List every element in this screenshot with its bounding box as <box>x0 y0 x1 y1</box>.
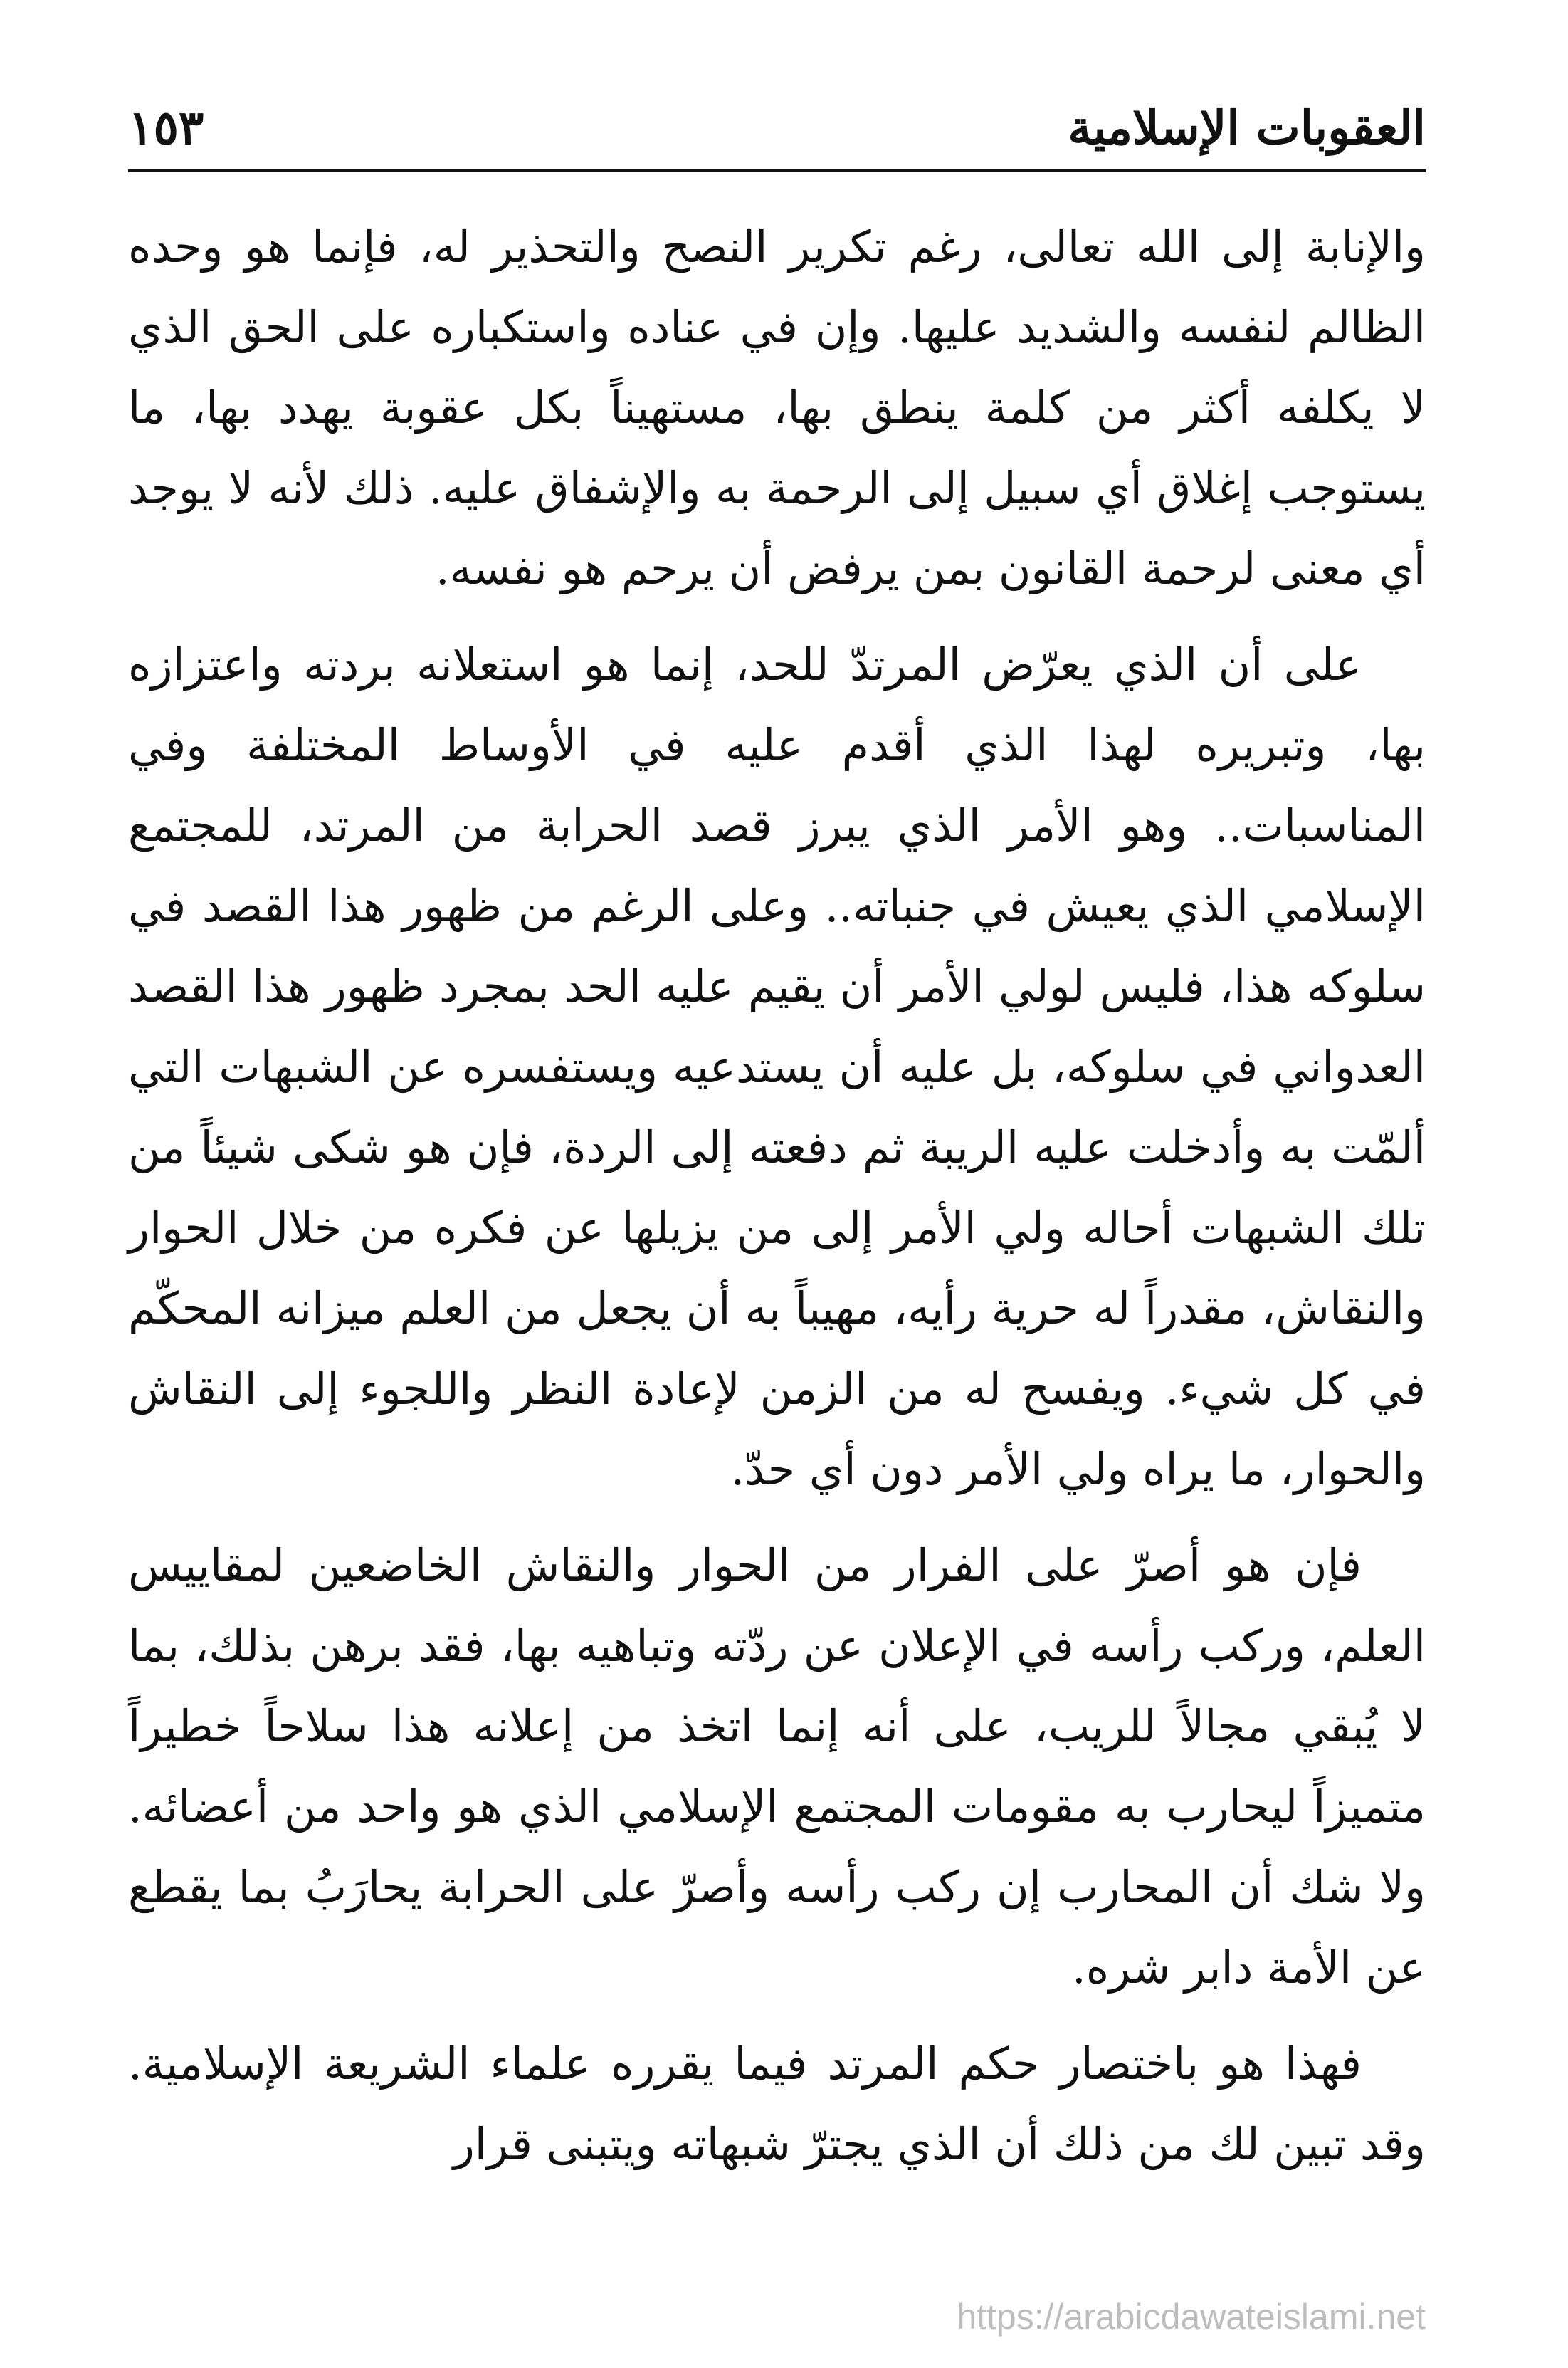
paragraph-4: فهذا هو باختصار حكم المرتد فيما يقرره علماء الشريعة الإسلامية. وقد تبين لك من ذلك أن الذي يجترّ شبهاته ويتبنى قرار <box>128 2038 1426 2170</box>
watermark-url: https://arabicdawateislami.net <box>957 2297 1426 2337</box>
paragraph-3: فإن هو أصرّ على الفرار من الحوار والنقاش الخاضعين لمقاييس العلم، وركب رأسه في الإعلان عن ردّته وتباهيه بها، فقد برهن بذلك، بما لا يُبقي مجالاً للريب، على أنه إنما اتخذ من إعلانه هذا سلاحاً خطيراً متميزاً ليحارب به مقومات المجتمع الإسلامي الذي هو واحد من أعضائه. ولا شك أن المحارب إن ركب رأسه وأصرّ على الحرابة يحارَبُ بما يقطع عن الأمة دابر شره. <box>128 1539 1426 1994</box>
body-text <box>128 206 1426 2200</box>
paragraph-2: على أن الذي يعرّض المرتدّ للحد، إنما هو استعلانه بردته واعتزازه بها، وتبريره لهذا الذي أقدم عليه في الأوساط المختلفة وفي المناسبات.. وهو الأمر الذي يبرز قصد الحرابة من المرتد، للمجتمع الإسلامي الذي يعيش في جنباته.. وعلى الرغم من ظهور هذا القصد في سلوكه هذا، فليس لولي الأمر أن يقيم عليه الحد بمجرد ظهور هذا القصد العدواني في سلوكه، بل عليه أن يستدعيه ويستفسره عن الشبهات التي ألمّت به وأدخلت عليه الريبة ثم دفعته إلى الردة، فإن هو شكى شيئاً من تلك الشبهات أحاله ولي الأمر إلى من يزيلها عن فكره من خلال الحوار والنقاش، مقدراً له حرية رأيه، مهيباً به أن يجعل من العلم ميزانه المحكّم في كل شيء. ويفسح له من الزمن لإعادة النظر واللجوء إلى النقاش والحوار، ما يراه ولي الأمر دون أي حدّ. <box>128 639 1426 1495</box>
page-header <box>128 85 1426 171</box>
paragraph-1: والإنابة إلى الله تعالى، رغم تكرير النصح والتحذير له، فإنما هو وحده الظالم لنفسه والشديد عليها. وإن في عناده واستكباره على الحق الذي لا يكلفه أكثر من كلمة ينطق بها، مستهيناً بكل عقوبة يهدد بها، ما يستوجب إغلاق أي سبيل إلى الرحمة به والإشفاق عليه. ذلك لأنه لا يوجد أي معنى لرحمة القانون بمن يرفض أن يرحم هو نفسه. <box>128 221 1426 594</box>
running-title: العقوبات الإسلامية <box>1068 100 1426 155</box>
page-number: ١٥٣ <box>128 100 204 155</box>
header-rule <box>128 169 1426 172</box>
